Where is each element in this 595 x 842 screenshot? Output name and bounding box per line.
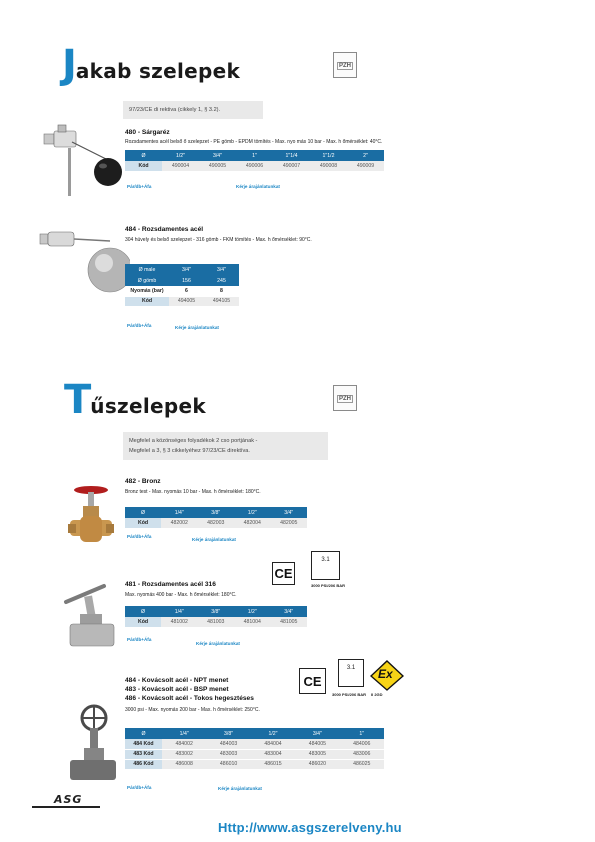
header-cell: Ø [125, 507, 161, 518]
product-name-482: 482 - Bronz [125, 478, 161, 485]
code-cell: 481002 [161, 617, 198, 627]
code-cell: 490005 [199, 161, 236, 171]
product-desc-484: 304 hüvely és belső szelepzet - 316 gömb - FKM tömítés - Max. h őmérséklet: 90°C. [125, 237, 312, 243]
code-cell: 482004 [234, 518, 271, 528]
note-line: Megfelel a közönséges folyadékok 2 cso portjának - [129, 438, 258, 444]
row-label: 484 Kód [125, 739, 162, 749]
table-header-row [125, 606, 307, 617]
value-cell: 8 [204, 286, 239, 296]
header-cell: 3/4" [204, 264, 239, 275]
code-cell: 486010 [206, 759, 250, 769]
code-cell: 482002 [161, 518, 198, 528]
code-cell: 483005 [295, 749, 339, 759]
table-row [125, 759, 384, 769]
row-label: 486 Kód [125, 759, 162, 769]
header-cell: 3/4" [199, 150, 236, 161]
table-row [125, 518, 307, 528]
code-cell: 484002 [162, 739, 206, 749]
header-cell: Ø [125, 150, 162, 161]
product-desc-480: Rozsdamentes acél belső ő szelepzet - PE gömb - EPDM tömítés - Max. nyo más 10 bar - Max. h őmérséklet: 40°C. [125, 139, 383, 145]
header-cell: 3/8" [198, 606, 235, 617]
table-row [125, 296, 239, 306]
price-label-480: Pár/db+Áfa [127, 184, 152, 189]
product-name-481: 481 - Rozsdamentes acél 316 [125, 581, 216, 588]
bronze-globe-valve-image [66, 482, 116, 554]
header-cell: 1/4" [161, 507, 198, 518]
table-row [125, 161, 384, 171]
table-header-row [125, 728, 384, 739]
product-desc-481: Max. nyomás 400 bar - Max. h őmérséklet: 180°C. [125, 592, 237, 598]
product-name-483-bsp: 483 - Kovácsolt acél - BSP menet [125, 686, 229, 693]
code-cell: 484005 [295, 739, 339, 749]
header-cell: Ø [125, 728, 162, 739]
ce-mark-icon: CE [299, 668, 326, 694]
code-cell: 481005 [271, 617, 308, 627]
code-cell: 481004 [234, 617, 271, 627]
header-cell: 3/4" [295, 728, 339, 739]
row-label: Kód [125, 296, 169, 306]
code-cell: 483006 [340, 749, 384, 759]
code-cell: 494105 [204, 296, 239, 306]
price-label-482: Pár/db+Áfa [127, 534, 152, 539]
code-cell: 494005 [169, 296, 204, 306]
cert-caption: 3000 PSI/206 BAR [311, 583, 346, 588]
asg-logo: ASG [54, 793, 83, 806]
row-label: Kód [125, 161, 162, 171]
code-cell: 482005 [271, 518, 308, 528]
table-header-row [125, 507, 307, 518]
code-cell: 490004 [162, 161, 199, 171]
quote-link-481[interactable]: Kérje árajánlatunkat [196, 641, 240, 646]
code-cell: 486015 [251, 759, 295, 769]
title-rest: űszelepek [90, 394, 206, 418]
header-cell: 3/4" [271, 606, 308, 617]
header-cell: Ø [125, 606, 161, 617]
header-cell: 3/4" [271, 507, 308, 518]
logo-underline [32, 806, 100, 808]
cert-3-1-icon: 3.1 [311, 551, 340, 580]
table-header-row [125, 275, 239, 286]
note-line: Megfelel a 3, § 3 cikkelyéhez 97/23/CE direktíva. [129, 448, 250, 454]
brass-float-valve-image [42, 120, 124, 202]
code-cell: 483004 [251, 749, 295, 759]
table-row [125, 749, 384, 759]
row-label: 483 Kód [125, 749, 162, 759]
spec-table-484 [125, 264, 239, 307]
table-header-row [125, 150, 384, 161]
table-row [125, 739, 384, 749]
header-cell: Ø male [125, 264, 169, 275]
table-header-row [125, 264, 239, 275]
title-rest: akab szelepek [75, 59, 241, 83]
row-label: Kód [125, 617, 161, 627]
product-desc-forged: 3000 psi - Max. nyomás 200 bar - Max. h őmérséklet: 250°C. [125, 707, 260, 713]
header-cell: 3/8" [198, 507, 235, 518]
code-cell: 481003 [198, 617, 235, 627]
product-desc-482: Bronz test - Max. nyomás 10 bar - Max. h őmérséklet: 180°C. [125, 489, 261, 495]
spec-table-482 [125, 507, 307, 529]
spec-table-forged [125, 728, 384, 770]
code-cell: 490006 [236, 161, 273, 171]
cert-caption: 3000 PSI/206 BAR [332, 692, 367, 697]
row-label: Nyomás (bar) [125, 286, 169, 296]
product-name-484: 484 - Rozsdamentes acél [125, 226, 204, 233]
section-title-float-valves [62, 42, 240, 88]
directive-note: 97/23/CE di rektiva (cikkely 1, § 3.2). [123, 101, 263, 119]
code-cell: 484003 [206, 739, 250, 749]
header-cell: 1/4" [161, 606, 198, 617]
code-cell: 486020 [295, 759, 339, 769]
website-link[interactable]: Http://www.asgszerelveny.hu [218, 820, 402, 835]
value-cell: 6 [169, 286, 204, 296]
section-title-needle-valves [64, 377, 206, 423]
title-initial: J [62, 42, 76, 88]
header-cell: 1"1/2 [310, 150, 347, 161]
stainless-needle-valve-image [62, 580, 122, 652]
header-cell: 1"1/4 [273, 150, 310, 161]
title-initial: T [64, 377, 91, 423]
header-cell: 1/2" [234, 507, 271, 518]
code-cell: 484006 [340, 739, 384, 749]
code-cell: 486025 [340, 759, 384, 769]
price-label-484: Pár/db+Áfa [127, 323, 152, 328]
header-cell: 1/4" [162, 728, 206, 739]
pzh-certificate-icon [333, 52, 357, 78]
quote-link-484[interactable]: Kérje árajánlatunkat [175, 325, 219, 330]
code-cell: 490007 [273, 161, 310, 171]
pzh-label: PZH [339, 396, 351, 402]
product-name-484-npt: 484 - Kovácsolt acél - NPT menet [125, 677, 229, 684]
atex-caption: II 2GD [371, 692, 383, 697]
ce-mark-icon: CE [272, 562, 295, 585]
stainless-float-valve-image [38, 224, 130, 302]
header-cell: 3/4" [169, 264, 204, 275]
header-cell: 1/2" [234, 606, 271, 617]
quote-link-482[interactable]: Kérje árajánlatunkat [192, 537, 236, 542]
code-cell: 482003 [198, 518, 235, 528]
table-row [125, 286, 239, 296]
row-label: Kód [125, 518, 161, 528]
pzh-label: PZH [339, 63, 351, 69]
quote-link-480[interactable]: Kérje árajánlatunkat [236, 184, 280, 189]
spec-table-480 [125, 150, 384, 172]
header-cell: Ø gömb [125, 275, 169, 286]
price-label-481: Pár/db+Áfa [127, 637, 152, 642]
quote-link-forged[interactable]: Kérje árajánlatunkat [218, 786, 262, 791]
header-cell: 1" [236, 150, 273, 161]
code-cell: 490008 [310, 161, 347, 171]
header-cell: 3/8" [206, 728, 250, 739]
header-cell: 1" [340, 728, 384, 739]
forged-steel-needle-valve-image [64, 704, 122, 786]
code-cell: 490009 [347, 161, 384, 171]
pzh-certificate-icon [333, 385, 357, 411]
atex-label: Ex [378, 667, 393, 681]
code-cell: 486008 [162, 759, 206, 769]
header-cell: 2" [347, 150, 384, 161]
needle-valve-note [123, 432, 328, 460]
header-cell: 156 [169, 275, 204, 286]
product-name-480: 480 - Sárgaréz [125, 129, 170, 136]
header-cell: 1/2" [162, 150, 199, 161]
code-cell: 484004 [251, 739, 295, 749]
price-label-forged: Pár/db+Áfa [127, 785, 152, 790]
header-cell: 245 [204, 275, 239, 286]
header-cell: 1/2" [251, 728, 295, 739]
cert-3-1-icon: 3.1 [338, 659, 364, 687]
code-cell: 483003 [206, 749, 250, 759]
product-name-486-socket-weld: 486 - Kovácsolt acél - Tokos hegesztéses [125, 695, 254, 702]
code-cell: 483002 [162, 749, 206, 759]
spec-table-481 [125, 606, 307, 628]
table-row [125, 617, 307, 627]
